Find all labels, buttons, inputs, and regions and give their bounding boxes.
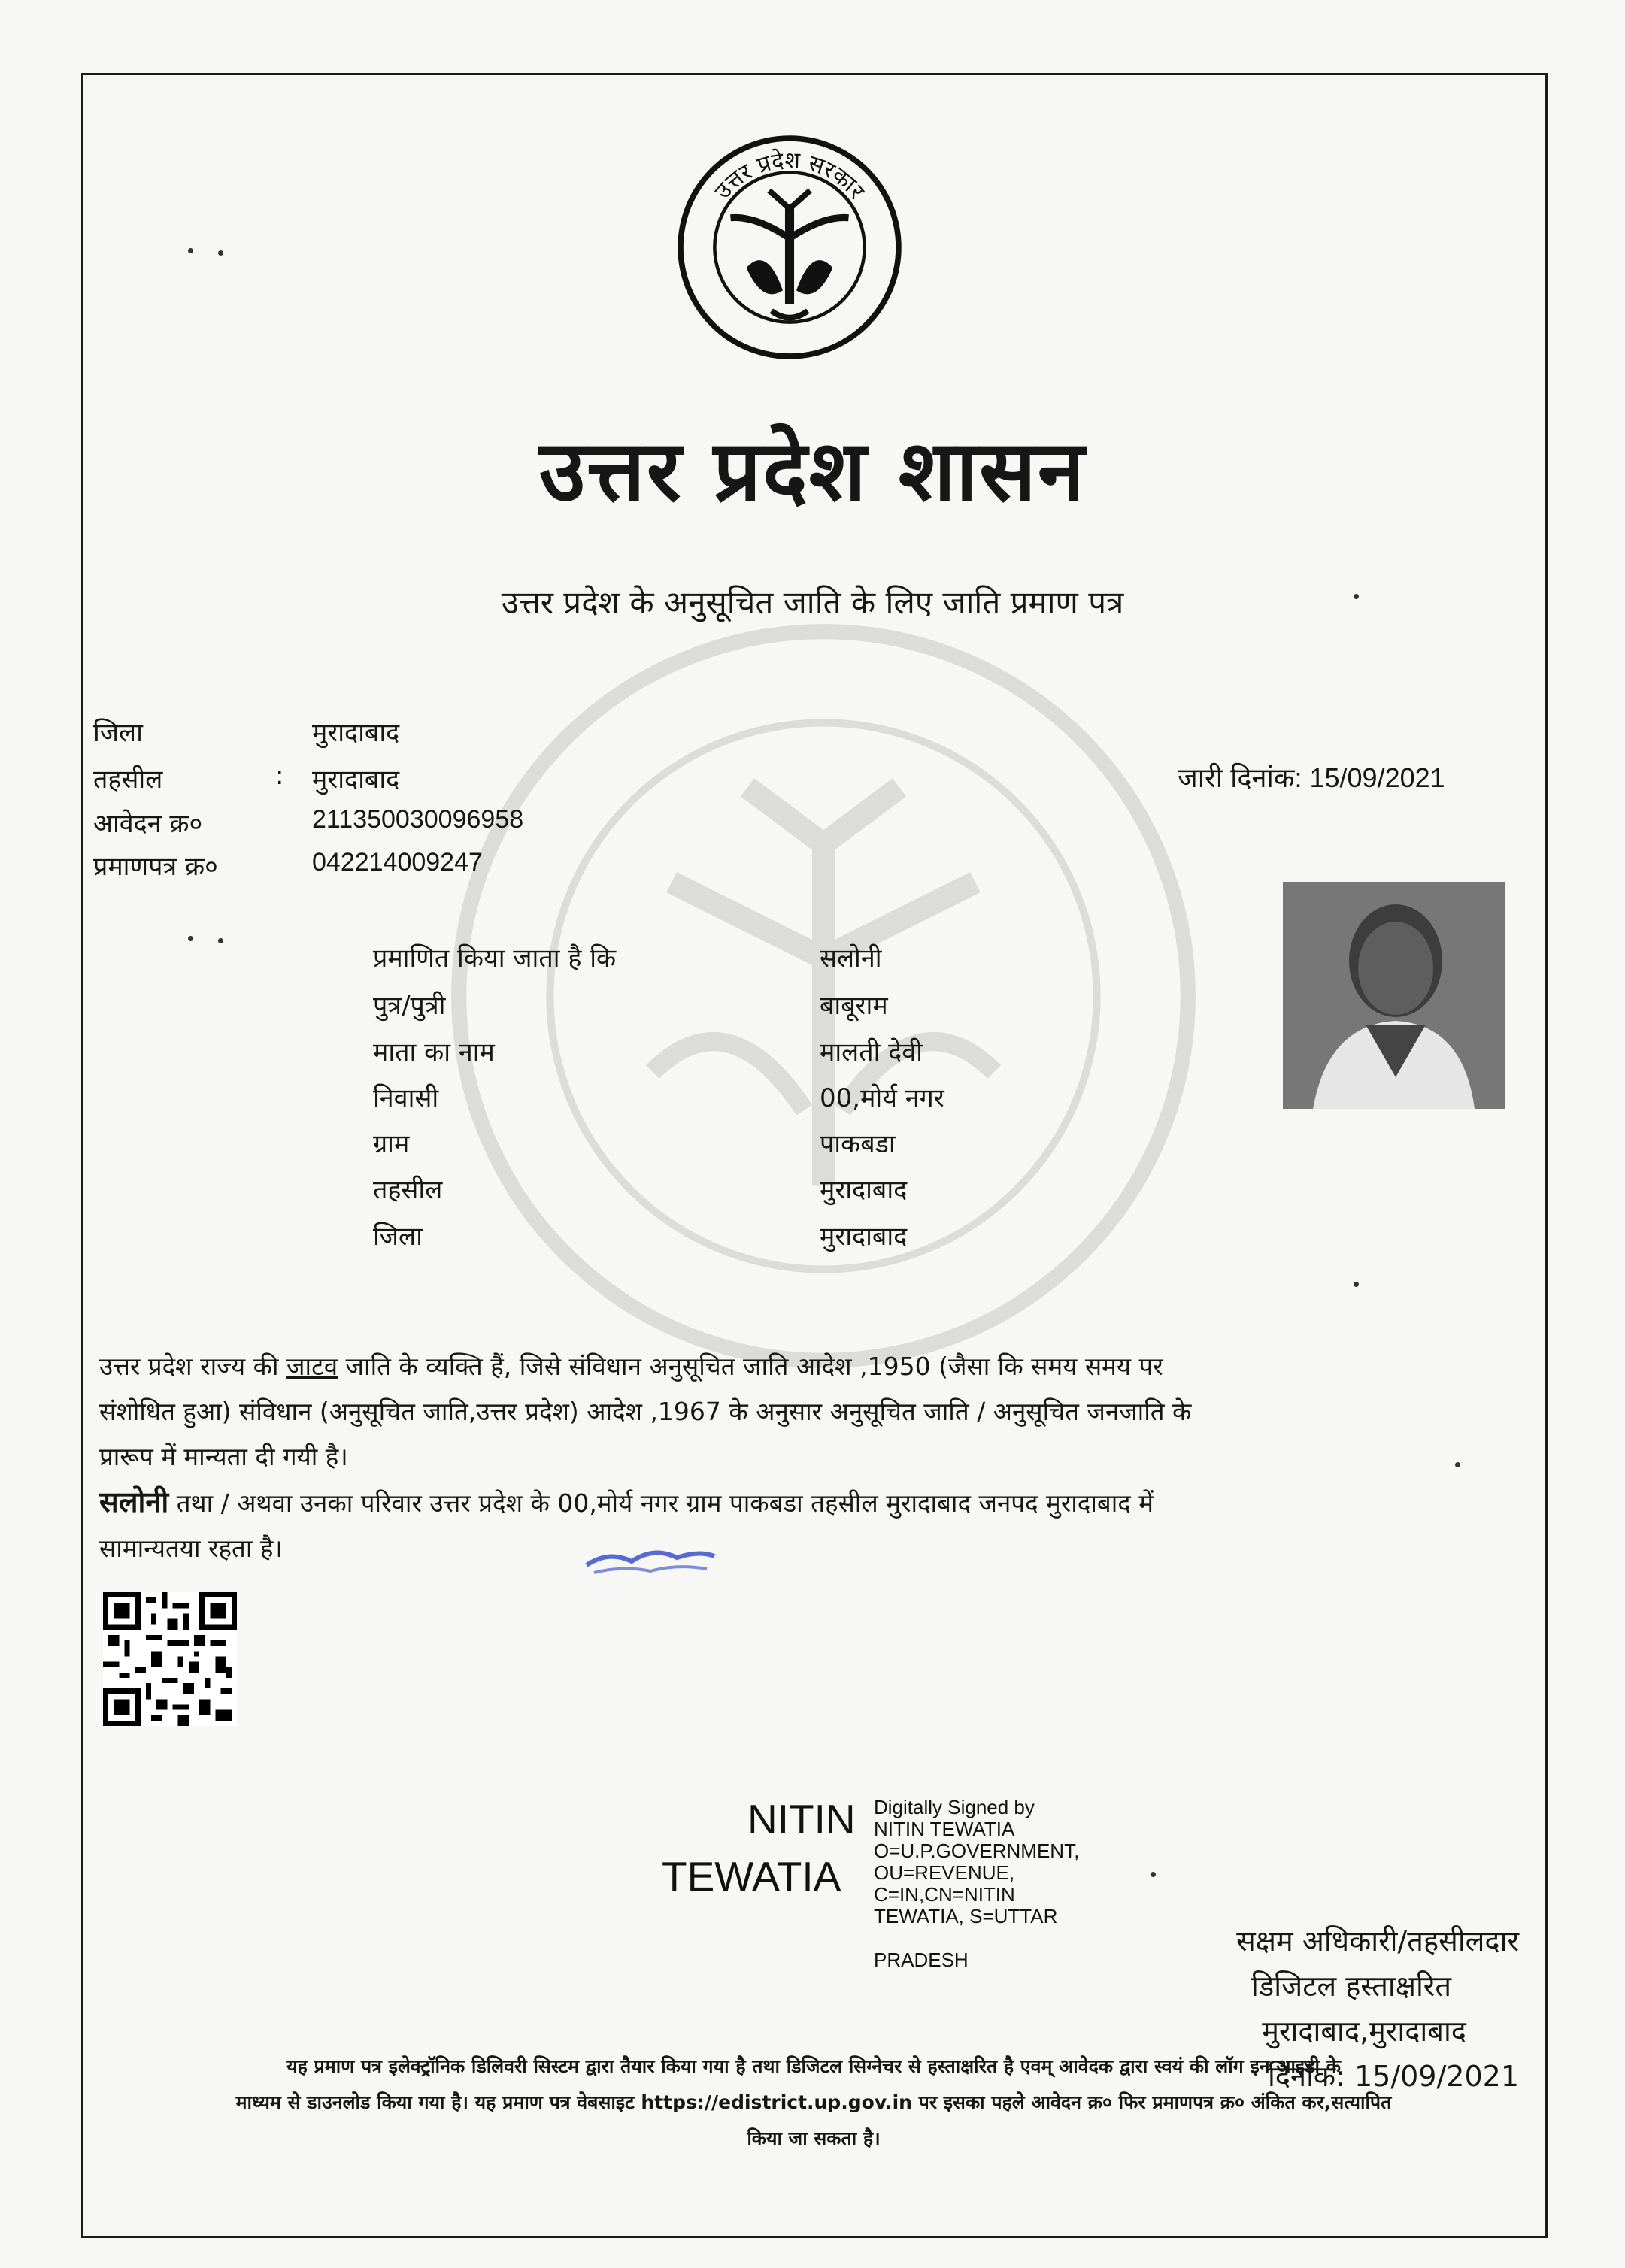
signature-detail-line: TEWATIA, S=UTTAR	[874, 1905, 1058, 1927]
scan-speck	[188, 248, 193, 253]
scan-speck	[218, 250, 223, 256]
signer-name-line2: TEWATIA	[662, 1853, 841, 1900]
text-span: तथा / अथवा उनका परिवार उत्तर प्रदेश के 00,मोर्य नगर ग्राम पाकबडा तहसील मुरादाबाद जनपद मुरादाबाद में	[168, 1488, 1154, 1518]
footer-note	[99, 2048, 1528, 2157]
detail-value-district: मुरादाबाद	[820, 1222, 908, 1252]
district-label: जिला	[93, 718, 143, 748]
detail-label: जिला	[373, 1222, 423, 1252]
signature-detail-line: OU=REVENUE,	[874, 1861, 1015, 1884]
certification-paragraph	[99, 1344, 1513, 1571]
paragraph-line: संशोधित हुआ) संविधान (अनुसूचित जाति,उत्तर प्रदेश) आदेश ,1967 के अनुसार अनुसूचित जाति / अनुसूचित जनजाति के	[99, 1397, 1192, 1426]
paragraph-line: प्रारूप में मान्यता दी गयी है।	[99, 1442, 348, 1471]
emblem-text: उत्तर प्रदेश सरकार	[709, 147, 870, 204]
certificate-number-label: प्रमाणपत्र क्र०	[93, 852, 218, 882]
signature-detail-line: NITIN TEWATIA	[874, 1818, 1015, 1840]
up-government-emblem-icon	[676, 134, 903, 361]
applicant-name-bold: सलोनी	[99, 1485, 169, 1519]
text-span: उत्तर प्रदेश राज्य की	[99, 1352, 287, 1381]
tehsil-label: तहसील	[93, 765, 163, 795]
detail-value-name: सलोनी	[820, 943, 882, 974]
application-number-value: 211350030096958	[312, 805, 524, 834]
signature-detail-line: O=U.P.GOVERNMENT,	[874, 1840, 1080, 1862]
tehsil-value: मुरादाबाद	[312, 765, 400, 795]
detail-value-residence: 00,मोर्य नगर	[820, 1083, 944, 1113]
footer-line: किया जा सकता है।	[747, 2127, 881, 2149]
certificate-number-value: 042214009247	[312, 848, 483, 877]
paragraph-line: सामान्यतया रहता है।	[99, 1534, 283, 1563]
footer-line: यह प्रमाण पत्र इलेक्ट्रॉनिक डिलिवरी सिस्टम द्वारा तैयार किया गया है तथा डिजिटल सिग्नेचर से हस्ताक्षरित है एवम् आवेदक द्वारा स्वयं की लॉग इन आइडी के	[286, 2055, 1341, 2077]
detail-value-village: पाकबडा	[820, 1129, 896, 1159]
applicant-photo	[1283, 882, 1505, 1109]
signer-name-line1: NITIN	[747, 1796, 856, 1843]
scan-speck	[1151, 1872, 1156, 1877]
scan-speck	[188, 936, 193, 941]
caste-name: जाटव	[286, 1352, 338, 1381]
footer-line: माध्यम से डाउनलोड किया गया है। यह प्रमाण पत्र वेबसाइट https://edistrict.up.gov.in पर इसका पहले आवेदन क्र० फिर प्रमाणपत्र क्र० अंकित कर,सत्यापित	[235, 2091, 1392, 2113]
scan-speck	[1354, 594, 1359, 599]
detail-label: निवासी	[373, 1083, 439, 1113]
scan-speck	[218, 938, 223, 943]
signature-detail-spacer	[874, 1927, 1079, 1949]
certificate-subtitle: उत्तर प्रदेश के अनुसूचित जाति के लिए जाति प्रमाण पत्र	[501, 584, 1124, 621]
text-span: जाति के व्यक्ति हैं, जिसे संविधान अनुसूचित जाति आदेश ,1950 (जैसा कि समय समय पर	[338, 1352, 1163, 1381]
qr-code-icon	[103, 1592, 237, 1726]
detail-value-tehsil: मुरादाबाद	[820, 1175, 908, 1205]
application-number-label: आवेदन क्र०	[93, 809, 203, 839]
signature-details	[874, 1797, 1079, 1971]
paragraph-line	[99, 1479, 1513, 1526]
signature-detail-line: PRADESH	[874, 1949, 969, 1971]
digitally-signed-text: डिजिटल हस्ताक्षरित	[1251, 1970, 1451, 2003]
scan-speck	[1354, 1282, 1359, 1287]
detail-label: ग्राम	[373, 1129, 410, 1159]
scan-speck	[1455, 1462, 1460, 1467]
tehsil-separator: :	[275, 761, 284, 791]
detail-label: माता का नाम	[373, 1037, 495, 1067]
detail-label: तहसील	[373, 1175, 443, 1205]
signature-detail-line: Digitally Signed by	[874, 1796, 1035, 1818]
officer-date: दिनाँक: 15/09/2021	[1267, 2060, 1519, 2093]
ink-stamp-mark-icon	[579, 1535, 722, 1580]
issue-date: जारी दिनांक: 15/09/2021	[1178, 762, 1445, 793]
officer-designation: सक्षम अधिकारी/तहसीलदार	[1236, 1924, 1519, 1958]
district-value: मुरादाबाद	[312, 718, 400, 748]
detail-value-mother: मालती देवी	[820, 1037, 923, 1067]
paragraph-line	[99, 1344, 1513, 1389]
officer-location: मुरादाबाद,मुरादाबाद	[1262, 2015, 1466, 2048]
page-title: उत्तर प्रदेश शासन	[539, 422, 1086, 520]
detail-label: प्रमाणित किया जाता है कि	[373, 943, 617, 974]
detail-value-father: बाबूराम	[820, 991, 888, 1021]
detail-label: पुत्र/पुत्री	[373, 991, 446, 1021]
signature-detail-line: C=IN,CN=NITIN	[874, 1883, 1015, 1906]
